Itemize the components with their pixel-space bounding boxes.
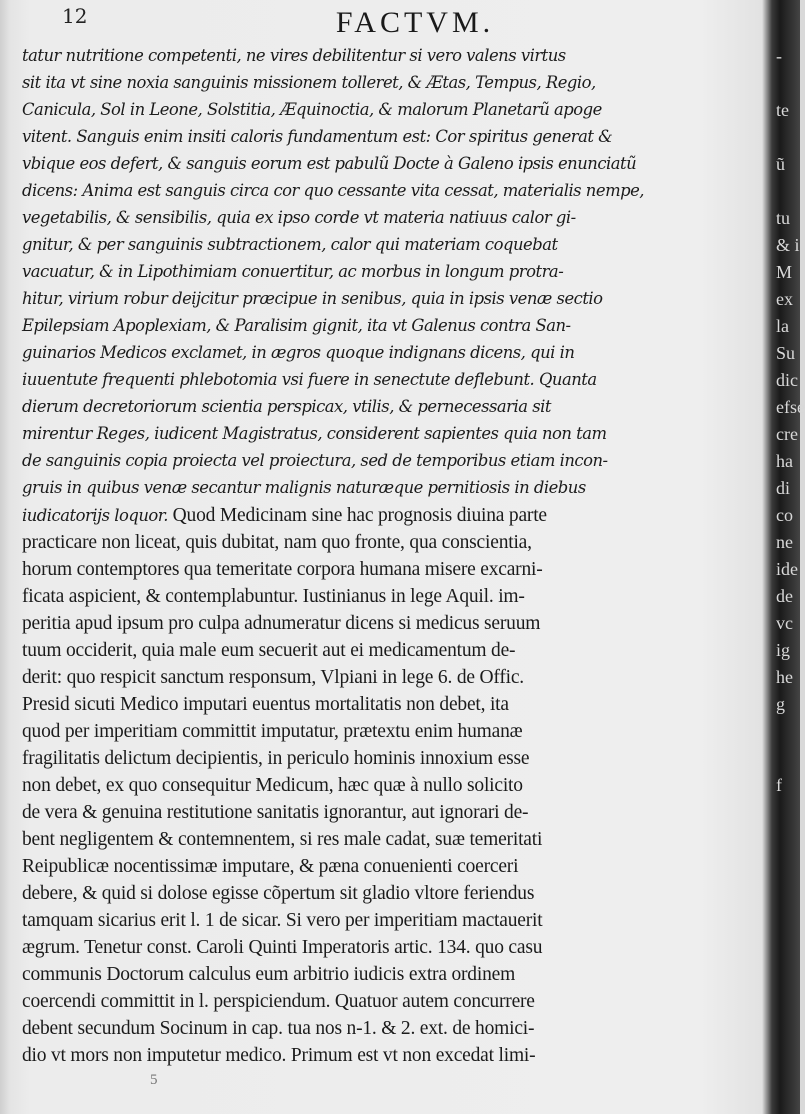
text-line-italic: Canicula, Sol in Leone, Solstitia, Æquinoctia, & malorum Planetarũ apoge [22, 100, 602, 119]
text-line-italic: de sanguinis copia proiecta vel proiectura, sed de temporibus etiam incon- [22, 451, 608, 470]
text-line-roman: debent secundum Socinum in cap. tua nos n-1. & 2. ext. de homici- [22, 1018, 535, 1039]
margin-fragment [776, 1072, 800, 1097]
text-line-roman: fragilitatis delictum decipientis, in periculo hominis innoxium esse [22, 748, 530, 769]
text-line-roman: tamquam sicarius erit l. 1 de sicar. Si vero per imperitiam mactauerit [22, 910, 543, 931]
text-line-roman: ægrum. Tenetur const. Caroli Quinti Imperatoris artic. 134. quo casu [22, 937, 543, 958]
margin-fragment [776, 73, 800, 98]
text-line-roman: horum contemptores qua temeritate corpora humana misere excarni- [22, 559, 543, 580]
text-line-italic: gruis in quibus venæ secantur malignis naturæque pernitiosis in diebus [22, 478, 586, 497]
running-head: FACTVM. [335, 6, 495, 39]
text-line-roman: coercendi committit in l. perspiciendum. Quatuor autem concurrere [22, 991, 535, 1012]
margin-fragment [776, 910, 800, 935]
margin-fragment [776, 802, 800, 827]
text-line-italic: tatur nutritione competenti, ne vires debilitentur si vero valens virtus [22, 46, 566, 65]
text-line-roman: derit: quo respicit sanctum responsum, Vlpiani in lege 6. de Offic. [22, 667, 524, 688]
margin-fragment: cre [776, 424, 798, 444]
text-line-italic: gnitur, & per sanguinis subtractionem, calor qui materiam coquebat [22, 235, 558, 254]
margin-fragment: ide [776, 559, 798, 579]
margin-fragment [776, 937, 800, 962]
catchword: 5 [150, 1072, 158, 1088]
text-line-italic: vitent. Sanguis enim insiti caloris fundamentum est: Cor spiritus generat & [22, 127, 613, 146]
margin-fragment [776, 127, 800, 152]
margin-fragment [776, 1045, 800, 1070]
margin-fragment: vc [776, 613, 793, 633]
text-line-roman: de vera & genuina restitutione sanitatis ignorantur, aut ignorari de- [22, 802, 529, 823]
text-line-italic: vacuatur, & in Lipothimiam conuertitur, ac morbus in longum protra- [22, 262, 564, 281]
text-line-italic: vbique eos defert, & sanguis eorum est pabulũ Docte à Galeno ipsis enunciatũ [22, 154, 637, 173]
margin-fragment [776, 181, 800, 206]
text-line-italic: iuuentute frequenti phlebotomia vsi fuere in senectute deflebunt. Quanta [22, 370, 597, 389]
margin-fragment [776, 856, 800, 881]
transition-roman-segment: Quod Medicinam sine hac prognosis diuina parte [168, 505, 547, 526]
text-line-italic: guinarios Medicos exclamet, in ægros quoque indignans dicens, qui in [22, 343, 575, 362]
margin-fragment: tu [776, 208, 791, 228]
text-line-roman: practicare non liceat, quis dubitat, nam quo fronte, qua conscientia, [22, 532, 532, 553]
text-line-roman: peritia apud ipsum pro culpa adnumeratur dicens si medicus seruum [22, 613, 541, 634]
margin-fragment [776, 748, 800, 773]
margin-fragment: g [776, 694, 785, 714]
margin-fragment [776, 991, 800, 1016]
page-number: 12 [62, 4, 88, 28]
margin-fragment: la [776, 316, 789, 336]
text-line-roman: Presid sicuti Medico imputari euentus mortalitatis non debet, ita [22, 694, 509, 715]
margin-fragment: M [776, 262, 793, 282]
text-line-roman: ficata aspicient, & contemplabuntur. Iustinianus in lege Aquil. im- [22, 586, 525, 607]
facing-page-margin [772, 46, 805, 1086]
margin-fragment: di [776, 478, 791, 498]
transition-italic-segment: iudicatorijs loquor. [22, 506, 168, 525]
text-line-roman: tuum occiderit, quia male eum secuerit aut ei medicamentum de- [22, 640, 516, 661]
margin-fragment: dic [776, 370, 798, 390]
margin-fragment: ex [776, 289, 793, 309]
text-line-roman: non debet, ex quo consequitur Medicum, hæc quæ à nullo solicito [22, 775, 523, 796]
text-line-roman: debere, & quid si dolose egisse cõpertum sit gladio vltore feriendus [22, 883, 535, 904]
margin-fragment: Su [776, 343, 796, 363]
margin-fragment: f [776, 775, 782, 795]
margin-fragment: co [776, 505, 793, 525]
margin-fragment [776, 829, 800, 854]
text-line-italic: Epilepsiam Apoplexiam, & Paralisim gignit, ita vt Galenus contra San- [22, 316, 571, 335]
text-line-italic: hitur, virium robur deijcitur præcipue in senibus, quia in ipsis venæ sectio [22, 289, 603, 308]
text-line-italic: dicens: Anima est sanguis circa cor quo cessante vita cessat, materialis nempe, [22, 181, 645, 200]
margin-fragment: ne [776, 532, 793, 552]
text-line-roman: communis Doctorum calculus eum arbitrio iudicis extra ordinem [22, 964, 516, 985]
margin-fragment: te [776, 100, 789, 120]
margin-fragment: ha [776, 451, 793, 471]
text-line-transition [22, 505, 767, 532]
text-line-italic: sit ita vt sine noxia sanguinis missionem tolleret, & Ætas, Tempus, Regio, [22, 73, 596, 92]
margin-fragment: - [776, 46, 782, 66]
margin-fragment [776, 1018, 800, 1043]
margin-fragment [776, 883, 800, 908]
text-line-roman: dio vt mors non imputetur medico. Primum est vt non excedat limi- [22, 1045, 536, 1066]
margin-fragment [776, 721, 800, 746]
text-line-italic: mirentur Reges, iudicent Magistratus, considerent sapientes quia non tam [22, 424, 607, 443]
text-line-roman: bent negligentem & contemnentem, si res male cadat, suæ temeritati [22, 829, 543, 850]
margin-fragment: he [776, 667, 793, 687]
text-line-italic: vegetabilis, & sensibilis, quia ex ipso corde vt materia natiuus calor gi- [22, 208, 576, 227]
text-line-roman: Reipublicæ nocentissimæ imputare, & pæna conuenienti coerceri [22, 856, 519, 877]
margin-fragment: ig [776, 640, 791, 660]
text-line-italic: dierum decretoriorum scientia perspicax, vtilis, & pernecessaria sit [22, 397, 551, 416]
margin-fragment [776, 964, 800, 989]
text-line-roman: quod per imperitiam committit imputatur, prætextu enim humanæ [22, 721, 523, 742]
margin-fragment: efse [776, 397, 805, 417]
margin-fragment: ũ [776, 154, 785, 174]
margin-fragment: de [776, 586, 793, 606]
margin-fragment: & i [776, 235, 800, 255]
